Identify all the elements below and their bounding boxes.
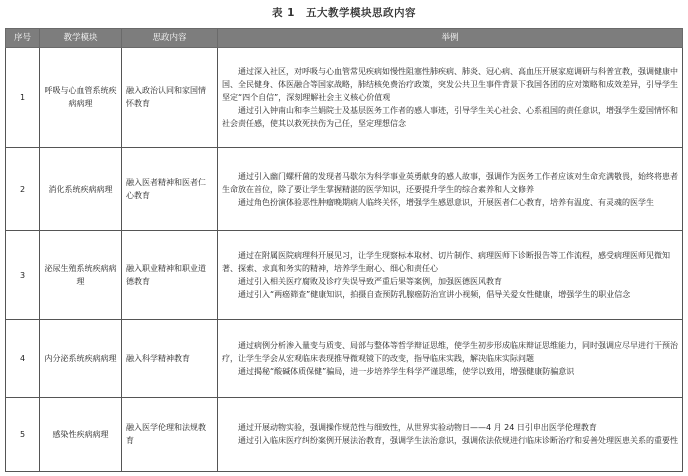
header-ideology: 思政内容 [122,29,218,48]
row-number: 3 [6,231,40,320]
table-row [6,320,683,397]
header-row [6,29,683,48]
row-examples [218,397,683,471]
example-line: 通过病例分析渗入量变与质变、局部与整体等哲学辩证思维，使学生初步形成临床辩证思维能力，同时强调应尽早进行干预治疗，让学生学会从宏观临床表现推导微观镜下的改变，指导临床实践，解决临床实际问题 [222,340,678,363]
table-row [6,48,683,148]
header-module: 教学模块 [40,29,122,48]
row-ideology: 融入政治认同和家国情怀教育 [122,48,218,148]
example-line: 通过深入社区，对呼吸与心血管常见疾病如慢性阻塞性肺疾病、肺炎、冠心病、高血压开展家庭调研与科普宣教，强调健康中国、全民健身、体医融合等国家战略，肺结核免费治疗政策，突发公共卫生事件背景下我国各团的应对策略和成效差异，引导学生坚定“四个自信”，深刻理解社会主义核心价值观 [222,66,678,102]
row-module: 泌尿生殖系统疾病病理 [40,231,122,320]
table-row [6,147,683,231]
row-examples [218,48,683,148]
row-number: 5 [6,397,40,471]
table-caption: 表 1 五大教学模块思政内容 [272,7,416,19]
table-row [6,231,683,320]
row-ideology: 融入科学精神教育 [122,320,218,397]
ideology-content-table [5,28,683,472]
row-ideology: 融入职业精神和职业道德教育 [122,231,218,320]
row-ideology: 融入医学伦理和法规教育 [122,397,218,471]
example-line: 通过引入临床医疗纠纷案例开展法治教育，强调学生法治意识，强调依法依规进行临床诊断治疗和妥善处理医患关系的重要性 [238,436,678,446]
example-line: 通过引入相关医疗腐败及诊疗失误导致严重后果等案例，加强医德医风教育 [238,277,502,287]
row-number: 4 [6,320,40,397]
row-ideology: 融入医者精神和医者仁心教育 [122,147,218,231]
header-examples: 举例 [218,29,683,48]
example-line: 通过开展动物实验，强调操作规范性与细致性，从世界实验动物日——4 月 24 日引申出医学伦理教育 [238,423,597,433]
example-line: 通过引入钟南山和李兰娟院士及基层医务工作者的感人事迹，引导学生关心社会、心系祖国的责任意识，增强学生爱国情怀和社会责任感，使其以救死扶伤为己任，坚定理想信念 [222,105,678,128]
table-row [6,397,683,471]
row-module: 感染性疾病病理 [40,397,122,471]
example-line: 通过揭秘“酸碱体质保健”骗局，进一步培养学生科学严谨思维，使学以致用，增强健康防骗意识 [238,366,575,376]
row-number: 2 [6,147,40,231]
row-module: 消化系统疾病病理 [40,147,122,231]
row-examples [218,320,683,397]
row-examples [218,147,683,231]
example-line: 通过引入“两癌筛查”健康知识，拍摄自查预防乳腺癌防治宣讲小视频，倡导关爱女性健康，增强学生的职业信念 [238,290,631,300]
row-number: 1 [6,48,40,148]
example-line: 通过角色扮演体验恶性肿瘤晚期病人临终关怀，增强学生感恩意识，开展医者仁心教育，培养有温度、有灵魂的医学生 [238,197,654,207]
row-module: 呼吸与心血管系统疾病病理 [40,48,122,148]
example-line: 通过引入幽门螺杆菌的发现者马歇尔为科学事业英勇献身的感人故事，强调作为医务工作者应该对生命充满敬畏，始终将患者生命放在首位，除了要让学生掌握精湛的医学知识，还要提升学生的综合素养和人文修养 [222,171,678,194]
row-module: 内分泌系统疾病病理 [40,320,122,397]
header-num: 序号 [6,29,40,48]
row-examples [218,231,683,320]
example-line: 通过在附属医院病理科开展见习，让学生现察标本取材、切片制作、病理医师下诊断报告等工作流程，感受病理医师见微知著、探索、求真和务实的精神，培养学生耐心、细心和责任心 [222,251,670,274]
